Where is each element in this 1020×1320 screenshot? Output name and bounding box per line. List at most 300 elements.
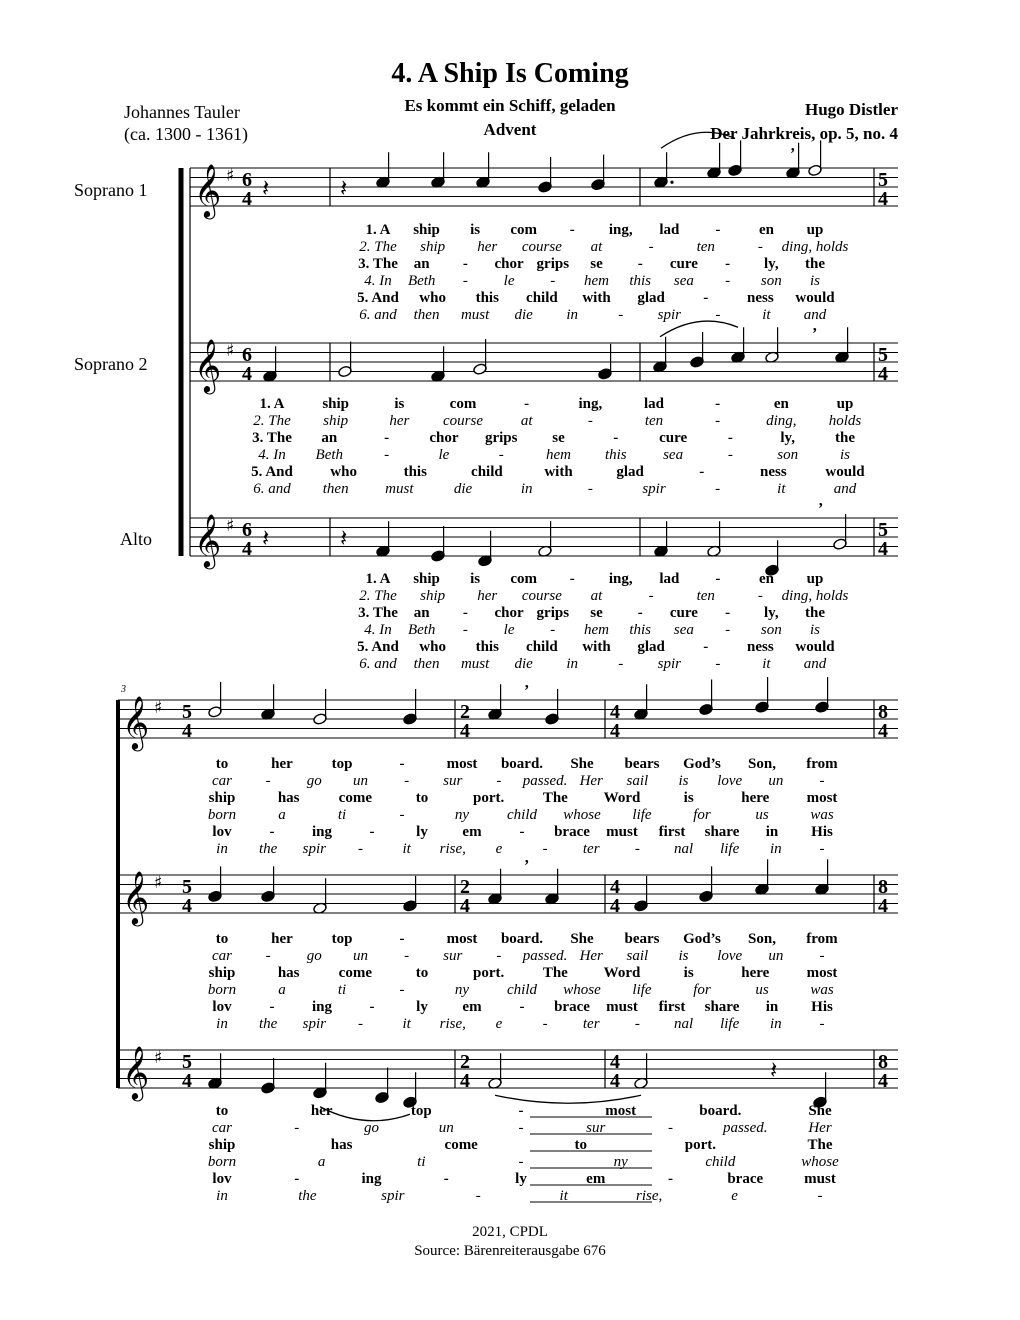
quarter-rest: 𝄽	[262, 174, 270, 202]
s2-sys2-syllable: board.	[500, 931, 544, 947]
footer-copyright: 2021, CPDL	[472, 1224, 548, 1240]
alto-sys2-syllable: born	[207, 1154, 237, 1170]
s1-sys2-syllable: share	[704, 824, 740, 840]
alto-sys2-syllable: car	[212, 1120, 232, 1136]
s1-sys2-syllable: -	[519, 824, 525, 840]
s2-sys1-syllable: ship	[323, 413, 349, 429]
s2-sys1-syllable: -	[727, 447, 733, 463]
composer-name: Hugo Distler	[804, 100, 898, 119]
s1-sys1-syllable: 1. A	[365, 222, 391, 238]
s1-sys2-syllable: spir	[302, 841, 326, 857]
alto-sys2-syllable: -	[518, 1154, 524, 1170]
s1-sys1-syllable: in	[566, 307, 579, 323]
alto-sys1-syllable: cure	[669, 605, 698, 621]
s2-sys2-syllable: -	[819, 1016, 825, 1032]
s2-sys1-syllable: -	[587, 481, 593, 497]
s1-sys2-syllable: bears	[624, 756, 660, 772]
s1-sys1-syllable: must	[460, 307, 490, 323]
key-signature-sharp: ♯	[226, 166, 235, 186]
s1-sys1-syllable: -	[703, 290, 709, 306]
s2-sys1-syllable: -	[699, 464, 705, 480]
s2-sys2-syllable: -	[369, 999, 375, 1015]
alto-sys2-syllable: rise,	[636, 1188, 663, 1204]
alto-sys1-syllable: this	[629, 622, 652, 638]
alto-sys1-syllable: -	[637, 605, 643, 621]
alto-sys1-syllable: spir	[657, 656, 682, 672]
s1-sys2-syllable: -	[399, 807, 405, 823]
s1-sys2-syllable: passed.	[522, 773, 568, 789]
alto-sys1-syllable: 1. A	[365, 571, 391, 587]
alto-sys1-syllable: -	[715, 571, 721, 587]
piece-title: 4. A Ship Is Coming	[391, 58, 629, 89]
s2-sys2-syllable: bears	[624, 931, 660, 947]
s2-sys2-syllable: sur	[443, 948, 463, 964]
alto-sys1-syllable: en	[758, 571, 774, 587]
s1-sys1-syllable: se	[590, 256, 603, 272]
s2-sys2-syllable: spir	[302, 1016, 326, 1032]
s1-sys2-syllable: born	[207, 807, 237, 823]
alto-sys2-syllable: Her	[808, 1120, 832, 1136]
s2-sys1-syllable: lad	[643, 396, 665, 412]
alto-sys2-syllable: un	[438, 1120, 454, 1136]
alto-sys1-syllable: chor	[494, 605, 524, 621]
alto-sys2-syllable: her	[310, 1103, 333, 1119]
time-signature-bottom: 4	[610, 1070, 620, 1092]
s2-sys2-syllable: is	[678, 948, 689, 964]
s1-sys2-syllable: us	[755, 807, 769, 823]
s1-sys1-syllable: cure	[669, 256, 698, 272]
s1-sys1-syllable: it	[762, 307, 771, 323]
time-signature-top: 5	[878, 344, 888, 366]
s2-sys2-syllable: -	[496, 948, 502, 964]
alto-sys2-syllable: has	[330, 1137, 353, 1153]
treble-clef: 𝄞	[122, 1045, 150, 1099]
s1-sys1-syllable: spir	[657, 307, 682, 323]
alto-sys1-syllable: then	[413, 656, 440, 672]
s1-sys1-syllable: 5. And	[357, 290, 399, 306]
s1-sys2-syllable: in	[770, 841, 782, 857]
s1-sys2-syllable: sail	[626, 773, 649, 789]
alto-sys1-syllable: -	[725, 622, 731, 638]
alto-sys2-syllable: child	[705, 1154, 736, 1170]
s1-sys1-syllable: -	[715, 307, 721, 323]
alto-sys1-syllable: sea	[673, 622, 694, 638]
s1-sys1-syllable: lad	[659, 222, 680, 238]
time-signature-bottom: 4	[182, 1070, 192, 1092]
s1-sys2-syllable: ny	[454, 807, 470, 823]
s1-sys2-syllable: it	[402, 841, 411, 857]
s1-sys1-syllable: -	[725, 273, 731, 289]
s2-sys1-syllable: die	[453, 481, 473, 497]
s2-sys2-syllable: in	[770, 1016, 782, 1032]
s2-sys2-syllable: un	[352, 948, 368, 964]
alto-sys2-syllable: must	[804, 1171, 836, 1187]
alto-sys1-syllable: is	[809, 622, 821, 638]
s2-sys2-syllable: -	[819, 948, 825, 964]
time-signature-bottom: 4	[242, 363, 252, 385]
treble-clef: 𝄞	[122, 695, 150, 749]
s1-sys1-syllable: -	[715, 222, 721, 238]
s1-sys2-syllable: in	[765, 824, 779, 840]
s2-sys1-syllable: en	[773, 396, 789, 412]
s1-sys2-syllable: Word	[603, 790, 641, 806]
s2-sys2-syllable: port.	[473, 965, 505, 981]
s2-sys2-syllable: was	[810, 982, 834, 998]
s1-sys2-syllable: -	[404, 773, 410, 789]
alto-sys1-syllable: -	[550, 622, 556, 638]
s2-sys2-syllable: rise,	[439, 1016, 466, 1032]
key-signature-sharp: ♯	[154, 1048, 163, 1068]
s2-sys2-syllable: -	[265, 948, 271, 964]
s1-sys2-syllable: life	[720, 841, 740, 857]
s2-sys2-syllable: ly	[416, 999, 428, 1015]
s1-sys1-syllable: then	[413, 307, 440, 323]
s2-sys1-syllable: -	[613, 430, 619, 446]
treble-clef: 𝄞	[194, 163, 222, 217]
alto-sys1-syllable: se	[590, 605, 603, 621]
s2-sys2-syllable: here	[741, 965, 770, 981]
time-signature-top: 8	[878, 1051, 888, 1073]
s2-sys1-syllable: com	[449, 396, 477, 412]
alto-sys1-syllable: -	[725, 605, 731, 621]
s2-sys2-syllable: love	[717, 948, 743, 964]
s2-sys2-syllable: car	[212, 948, 232, 964]
s1-sys2-syllable: Her	[579, 773, 603, 789]
s2-sys2-syllable: -	[404, 948, 410, 964]
s2-sys2-syllable: Her	[579, 948, 603, 964]
s1-sys2-syllable: un	[352, 773, 368, 789]
s2-sys2-syllable: ing	[311, 999, 333, 1015]
s2-sys1-syllable: spir	[642, 481, 666, 497]
s1-sys1-syllable: would	[795, 290, 835, 306]
alto-sys1-syllable: Beth	[407, 622, 436, 638]
s1-sys2-syllable: sur	[443, 773, 463, 789]
time-signature-bottom: 4	[610, 720, 620, 742]
s2-sys1-syllable: le	[438, 447, 450, 463]
s2-sys2-syllable: Word	[603, 965, 641, 981]
s1-sys1-syllable: ly,	[764, 256, 779, 272]
s2-sys2-syllable: ship	[208, 965, 236, 981]
s1-sys2-syllable: brace	[554, 824, 590, 840]
alto-sys2-syllable: it	[559, 1188, 568, 1204]
s1-sys2-syllable: -	[399, 756, 405, 772]
alto-sys1-syllable: -	[462, 605, 468, 621]
alto-sys1-syllable: 3. The	[358, 605, 398, 621]
s1-sys1-syllable: en	[758, 222, 774, 238]
s2-sys2-syllable: brace	[554, 999, 590, 1015]
s2-sys2-syllable: ny	[454, 982, 470, 998]
s1-sys2-syllable: -	[819, 841, 825, 857]
alto-sys2-syllable: -	[518, 1103, 524, 1119]
treble-clef: 𝄞	[194, 338, 222, 392]
s1-sys1-syllable: ship	[413, 222, 440, 238]
s2-sys2-syllable: is	[683, 965, 694, 981]
s2-sys2-syllable: share	[704, 999, 740, 1015]
s1-sys1-syllable: ding, holds	[781, 239, 849, 255]
s2-sys2-syllable: it	[402, 1016, 411, 1032]
alto-sys2-syllable: to	[574, 1137, 588, 1153]
alto-sys2-syllable: ly	[515, 1171, 527, 1187]
s1-sys2-syllable: nal	[673, 841, 694, 857]
s1-sys1-syllable: -	[550, 273, 556, 289]
s2-sys2-syllable: God’s	[683, 931, 721, 947]
time-signature-bottom: 4	[242, 188, 252, 210]
alto-sys1-syllable: ness	[747, 639, 774, 655]
alto-sys1-syllable: -	[618, 656, 624, 672]
s2-sys2-syllable: most	[806, 965, 838, 981]
s2-sys1-syllable: 6. and	[253, 481, 291, 497]
alto-sys2-syllable: The	[807, 1137, 833, 1153]
s2-sys2-syllable: His	[811, 999, 833, 1015]
s2-sys1-syllable: who	[330, 464, 357, 480]
s2-sys2-syllable: top	[331, 931, 353, 947]
alto-sys2-syllable: port.	[684, 1137, 717, 1153]
s1-sys2-syllable: -	[542, 841, 548, 857]
s1-sys2-syllable: must	[606, 824, 638, 840]
s1-sys1-syllable: with	[582, 290, 611, 306]
alto-sys1-syllable: die	[514, 656, 533, 672]
s1-sys2-syllable: -	[269, 824, 275, 840]
time-signature-top: 5	[878, 169, 888, 191]
s1-sys2-syllable: ing	[311, 824, 333, 840]
alto-sys2-syllable: -	[475, 1188, 481, 1204]
s1-sys2-syllable: love	[717, 773, 743, 789]
s2-sys1-syllable: -	[524, 396, 530, 412]
s1-sys2-syllable: for	[693, 807, 711, 823]
time-signature-top: 4	[610, 701, 620, 723]
s2-sys2-syllable: has	[277, 965, 300, 981]
time-signature-bottom: 4	[878, 1070, 888, 1092]
s2-sys1-syllable: 4. In	[258, 447, 286, 463]
s1-sys1-syllable: -	[462, 256, 468, 272]
s1-sys2-syllable: a	[278, 807, 286, 823]
s1-sys1-syllable: sea	[673, 273, 694, 289]
s2-sys2-syllable: ti	[337, 982, 347, 998]
s2-sys1-syllable: 3. The	[252, 430, 292, 446]
alto-sys1-syllable: lad	[659, 571, 680, 587]
s2-sys2-syllable: go	[306, 948, 322, 964]
s2-sys1-syllable: 5. And	[251, 464, 293, 480]
s2-sys1-syllable: cure	[659, 430, 688, 446]
german-subtitle: Es kommt ein Schiff, geladen	[404, 96, 616, 115]
s2-sys1-syllable: -	[384, 447, 390, 463]
s1-sys2-syllable: first	[658, 824, 686, 840]
s2-sys1-syllable: is	[839, 447, 851, 463]
s1-sys2-syllable: lov	[212, 824, 232, 840]
voice-label-soprano1: Soprano 1	[74, 180, 148, 200]
s2-sys2-syllable: -	[519, 999, 525, 1015]
s2-sys2-syllable: -	[634, 1016, 640, 1032]
alto-sys1-syllable: hem	[584, 622, 609, 638]
s1-sys2-syllable: is	[683, 790, 694, 806]
s2-sys1-syllable: glad	[616, 464, 644, 480]
s2-sys2-syllable: passed.	[522, 948, 568, 964]
alto-sys2-syllable: to	[215, 1103, 229, 1119]
alto-sys2-syllable: ny	[613, 1154, 628, 1170]
alto-sys2-syllable: -	[668, 1120, 673, 1136]
slur	[661, 132, 735, 148]
alto-sys2-syllable: in	[216, 1188, 228, 1204]
key-signature-sharp: ♯	[226, 341, 235, 361]
s1-sys1-syllable: who	[419, 290, 446, 306]
s2-sys2-syllable: most	[446, 931, 478, 947]
alto-sys2-syllable: She	[808, 1103, 832, 1119]
s2-sys1-syllable: ten	[644, 413, 664, 429]
s2-sys2-syllable: lov	[212, 999, 232, 1015]
s2-sys2-syllable: sail	[626, 948, 649, 964]
alto-sys2-syllable: -	[817, 1188, 823, 1204]
s2-sys2-syllable: from	[806, 931, 838, 947]
alto-sys2-syllable: ship	[208, 1137, 236, 1153]
s2-sys1-syllable: ing,	[578, 396, 603, 412]
s1-sys2-syllable: come	[338, 790, 372, 806]
alto-sys1-syllable: com	[510, 571, 537, 587]
alto-sys1-syllable: 4. In	[364, 622, 392, 638]
alto-sys2-syllable: e	[731, 1188, 738, 1204]
s1-sys1-syllable: this	[475, 290, 499, 306]
time-signature-top: 5	[182, 1051, 192, 1073]
s2-sys1-syllable: se	[552, 430, 565, 446]
s2-sys2-syllable: life	[720, 1016, 740, 1032]
alto-sys1-syllable: in	[566, 656, 579, 672]
s1-sys2-syllable: most	[446, 756, 478, 772]
alto-sys2-syllable: come	[444, 1137, 478, 1153]
s2-sys2-syllable: -	[542, 1016, 548, 1032]
s2-sys2-syllable: -	[357, 1016, 363, 1032]
poet-name: Johannes Tauler	[124, 102, 240, 122]
quarter-rest: 𝄽	[340, 524, 348, 552]
time-signature-top: 5	[182, 701, 192, 723]
s2-sys2-syllable: come	[338, 965, 372, 981]
s1-sys2-syllable: -	[265, 773, 271, 789]
s2-sys1-syllable: chor	[429, 430, 459, 446]
s2-sys2-syllable: her	[271, 931, 293, 947]
s2-sys2-syllable: for	[693, 982, 711, 998]
alto-sys2-syllable: lov	[212, 1171, 232, 1187]
s2-sys1-syllable: must	[385, 481, 414, 497]
poet-dates: (ca. 1300 - 1361)	[124, 124, 248, 144]
liturgical-season: Advent	[483, 120, 537, 139]
s2-sys2-syllable: em	[462, 999, 482, 1015]
s2-sys1-syllable: child	[471, 464, 503, 480]
s1-sys2-syllable: em	[462, 824, 482, 840]
time-signature-bottom: 4	[878, 538, 888, 560]
time-signature-top: 6	[242, 169, 252, 191]
alto-sys1-syllable: an	[413, 605, 430, 621]
alto-sys1-syllable: ding, holds	[781, 588, 849, 604]
s2-sys1-syllable: this	[604, 447, 627, 463]
time-signature-top: 4	[610, 876, 620, 898]
time-signature-bottom: 4	[610, 895, 620, 917]
breath-mark: ’	[812, 325, 818, 343]
s1-sys2-syllable: God’s	[683, 756, 721, 772]
time-signature-bottom: 4	[460, 720, 470, 742]
footer	[0, 1223, 1020, 1261]
alto-sys1-syllable: -	[648, 588, 654, 604]
s2-sys2-syllable: to	[415, 965, 429, 981]
s2-sys1-syllable: at	[520, 413, 533, 429]
alto-sys1-syllable: must	[460, 656, 490, 672]
s1-sys1-syllable: is	[470, 222, 481, 238]
s1-sys1-syllable: hem	[584, 273, 609, 289]
time-signature-bottom: 4	[182, 895, 192, 917]
alto-sys1-syllable: 5. And	[357, 639, 399, 655]
time-signature-top: 8	[878, 701, 888, 723]
alto-sys2-syllable: sur	[586, 1120, 606, 1136]
s2-sys1-syllable: is	[394, 396, 405, 412]
s1-sys2-syllable: to	[415, 790, 429, 806]
time-signature-top: 2	[460, 1051, 470, 1073]
s1-sys1-syllable: ten	[696, 239, 715, 255]
s2-sys1-syllable: ding,	[766, 413, 797, 429]
s1-sys2-syllable: child	[507, 807, 537, 823]
alto-sys2-syllable: a	[317, 1154, 326, 1170]
s2-sys1-syllable: with	[544, 464, 573, 480]
s1-sys2-syllable: in	[216, 841, 228, 857]
s1-sys1-syllable: son	[760, 273, 782, 289]
quarter-rest: 𝄽	[340, 174, 348, 202]
alto-sys1-syllable: ten	[696, 588, 715, 604]
s1-sys2-syllable: has	[277, 790, 300, 806]
s1-sys1-syllable: 4. In	[364, 273, 392, 289]
alto-sys1-syllable: -	[703, 639, 709, 655]
s2-sys2-syllable: must	[606, 999, 638, 1015]
time-signature-top: 6	[242, 519, 252, 541]
s1-sys2-syllable: -	[634, 841, 640, 857]
alto-sys2-syllable: board.	[699, 1103, 742, 1119]
s1-sys2-syllable: e	[495, 841, 503, 857]
time-signature-bottom: 4	[878, 895, 888, 917]
alto-sys1-syllable: ing,	[608, 571, 633, 587]
s1-sys2-syllable: to	[215, 756, 229, 772]
alto-sys2-syllable: ti	[417, 1154, 426, 1170]
s2-sys2-syllable: whose	[563, 982, 601, 998]
breath-mark: ’	[524, 857, 530, 875]
s2-sys2-syllable: ter	[582, 1016, 600, 1032]
s1-sys1-syllable: ship	[420, 239, 446, 255]
s1-sys1-syllable: 3. The	[358, 256, 398, 272]
time-signature-bottom: 4	[878, 720, 888, 742]
opus-number: Der Jahrkreis, op. 5, no. 4	[710, 124, 898, 143]
alto-sys1-syllable: child	[526, 639, 558, 655]
time-signature-top: 6	[242, 344, 252, 366]
s1-sys1-syllable: -	[462, 273, 468, 289]
s2-sys1-syllable: 2. The	[253, 413, 291, 429]
s2-sys2-syllable: un	[768, 948, 784, 964]
measure-number: 3	[121, 684, 126, 695]
breath-mark: ’	[524, 682, 530, 700]
alto-sys2-syllable: spir	[381, 1188, 405, 1204]
s1-sys2-syllable: here	[741, 790, 770, 806]
s2-sys1-syllable: then	[322, 481, 349, 497]
time-signature-bottom: 4	[182, 720, 192, 742]
s1-sys2-syllable: port.	[473, 790, 505, 806]
s2-sys2-syllable: life	[632, 982, 652, 998]
alto-sys1-syllable: course	[521, 588, 562, 604]
s1-sys1-syllable: Beth	[407, 273, 436, 289]
s2-sys1-syllable: hem	[546, 447, 571, 463]
s1-sys2-syllable: un	[768, 773, 784, 789]
s1-sys2-syllable: is	[678, 773, 689, 789]
s2-sys1-syllable: -	[727, 430, 733, 446]
s2-sys1-syllable: -	[715, 413, 721, 429]
s1-sys1-syllable: com	[510, 222, 537, 238]
alto-sys2-syllable: ing	[361, 1171, 382, 1187]
voice-label-alto: Alto	[120, 529, 153, 549]
s1-sys1-syllable: le	[503, 273, 515, 289]
alto-sys2-syllable: -	[294, 1120, 300, 1136]
s2-sys2-syllable: -	[399, 982, 405, 998]
